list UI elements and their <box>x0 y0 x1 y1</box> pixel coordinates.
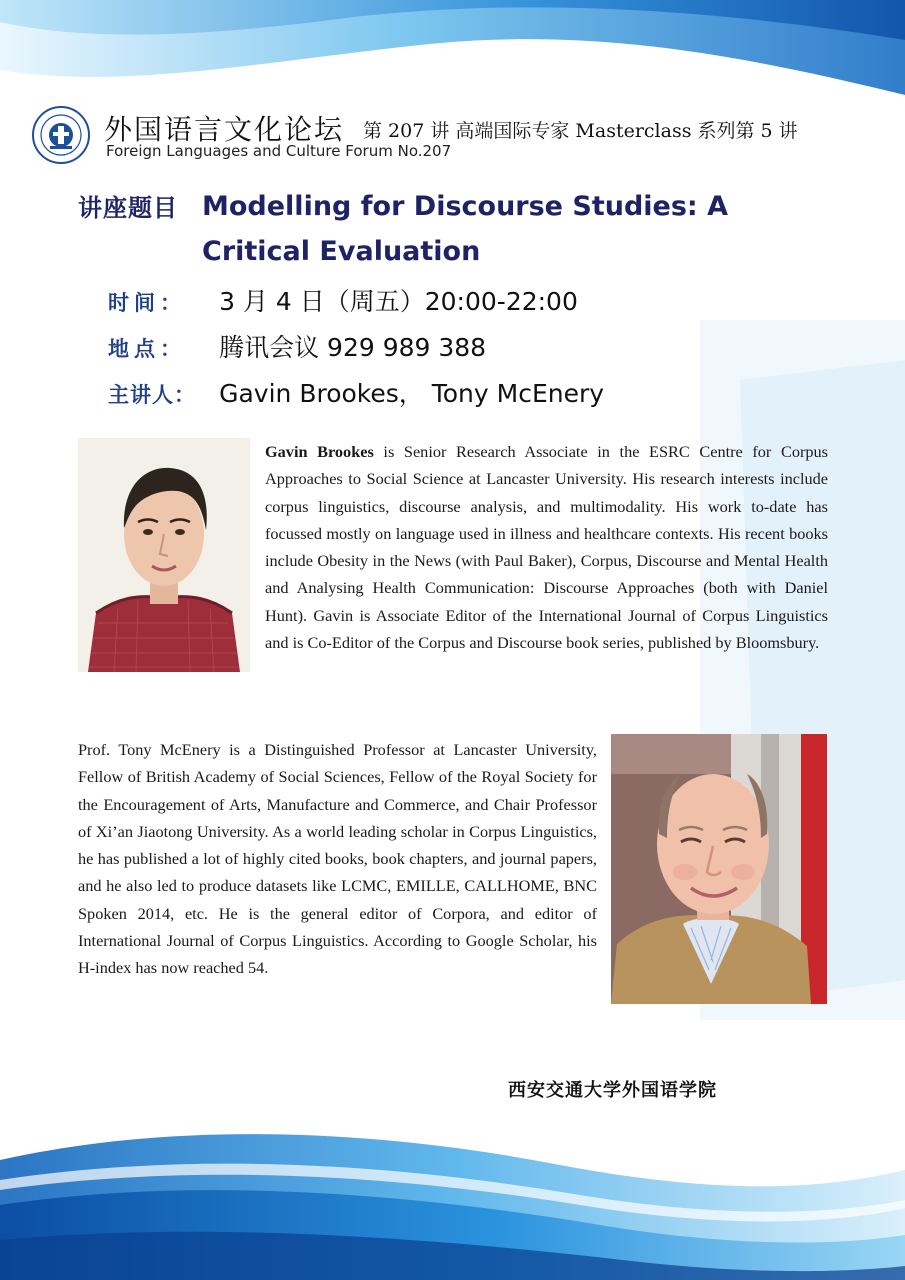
gavin-brookes-photo <box>78 438 250 672</box>
lecture-number: 第 207 讲 高端国际专家 Masterclass 系列第 5 讲 <box>363 120 798 142</box>
time-label: 时间： <box>108 290 186 315</box>
school-name: 西安交通大学外国语学院 <box>508 1080 717 1101</box>
university-logo <box>32 106 90 164</box>
tony-mcenery-photo <box>611 734 827 1004</box>
forum-title-english: Foreign Languages and Culture Forum No.207 <box>106 142 452 160</box>
gavin-brookes-bio <box>265 438 828 656</box>
place-label: 地点： <box>108 336 186 361</box>
time-value: 3 月 4 日（周五）20:00-22:00 <box>219 287 578 316</box>
lecture-title: Modelling for Discourse Studies: A Critical Evaluation <box>202 191 729 267</box>
lecture-title-label: 讲座题目 <box>78 194 178 222</box>
gavin-brookes-bio-text: is Senior Research Associate in the ESRC Centre for Corpus Approaches to Social Science at Lancaster University. His research interests include corpus linguistics, discourse analysis, and multimodality. His work to-date has focussed mostly on language used in illness and healthcare contexts. His recent books include Obesity in the News (with Paul Baker), Corpus, Discourse and Mental Health and Analysing Health Communication: Discourse Approaches (both with Daniel Hunt). Gavin is Associate Editor of the International Journal of Corpus Linguistics and is Co-Editor of the Corpus and Discourse book series, published by Bloomsbury. <box>265 442 828 653</box>
place-row <box>108 328 486 362</box>
speaker-value: Gavin Brookes， Tony McEnery <box>219 379 605 408</box>
speaker-label: 主讲人： <box>108 382 196 407</box>
time-row <box>108 282 578 316</box>
tony-mcenery-bio: Prof. Tony McEnery is a Distinguished Professor at Lancaster University, Fellow of British Academy of Social Sciences, Fellow of the Royal Society for the Encouragement of Arts, Manufacture and Commerce, and Chair Professor of Xi’an Jiaotong University. As a world leading scholar in Corpus Linguistics, he has published a lot of highly cited books, book chapters, and journal papers, and he also led to produce datasets like LCMC, EMILLE, CALLHOME, BNC Spoken 2014, etc. He is the general editor of Corpora, and editor of International Journal of Corpus Linguistics. According to Google Scholar, his H-index has now reached 54. <box>78 740 597 978</box>
place-value: 腾讯会议 929 989 388 <box>219 333 487 362</box>
speaker-row <box>108 374 604 408</box>
gavin-brookes-name: Gavin Brookes <box>265 442 374 461</box>
forum-title-chinese: 外国语言文化论坛 <box>104 113 345 146</box>
